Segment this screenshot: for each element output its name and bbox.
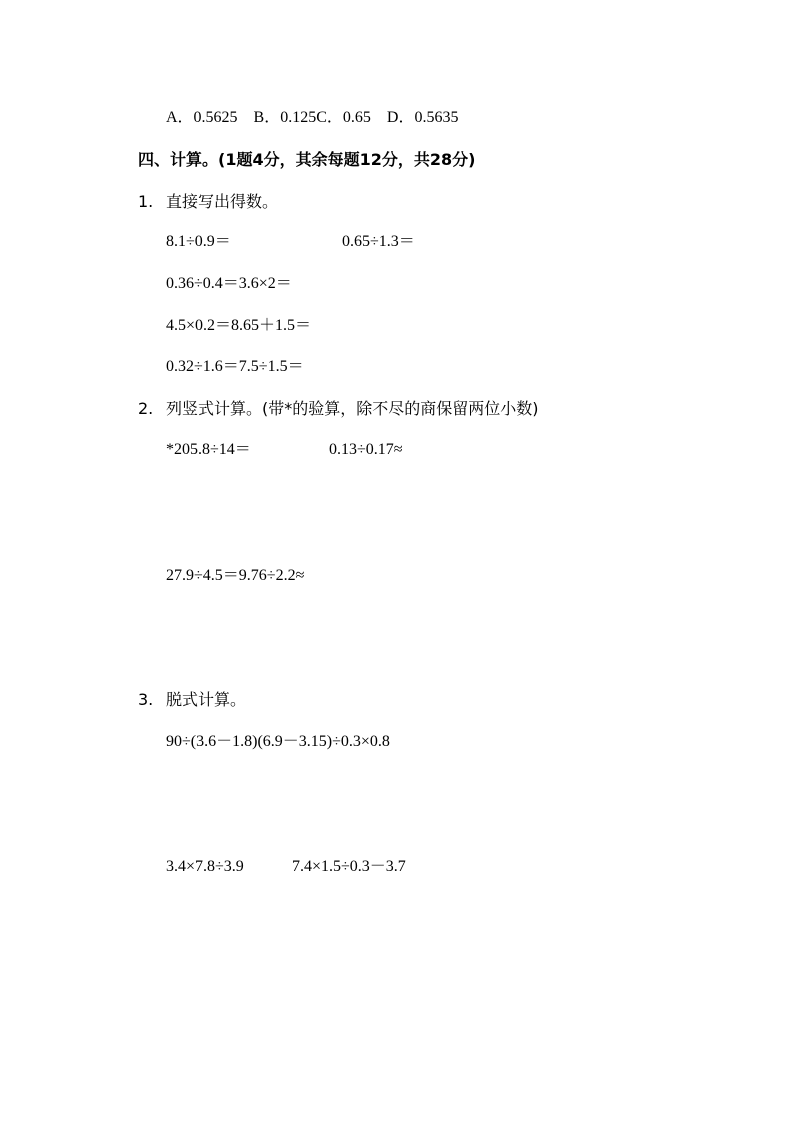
question-3-title: 脱式计算。 — [166, 690, 247, 709]
question-2-number: 2. — [138, 399, 154, 418]
q1-row-1-left: 8.1÷0.9＝ — [166, 233, 231, 250]
q1-row-1-right: 0.65÷1.3＝ — [342, 233, 415, 250]
q3-row-2-left: 3.4×7.8÷3.9 — [166, 858, 244, 875]
q2-row-1-right: 0.13÷0.17≈ — [329, 441, 403, 458]
q1-row-4: 0.32÷1.6＝7.5÷1.5＝ — [166, 358, 304, 375]
section-heading: 四、计算。(1题4分，其余每题12分，共28分) — [138, 150, 476, 169]
q3-row-1: 90÷(3.6－1.8)(6.9－3.15)÷0.3×0.8 — [166, 733, 390, 750]
q3-row-2-right: 7.4×1.5÷0.3－3.7 — [292, 858, 406, 875]
q1-row-2: 0.36÷0.4＝3.6×2＝ — [166, 275, 292, 292]
q1-row-3: 4.5×0.2＝8.65＋1.5＝ — [166, 317, 312, 334]
q2-row-1-left: *205.8÷14＝ — [166, 441, 251, 458]
question-3-number: 3. — [138, 690, 154, 709]
question-1-number: 1. — [138, 192, 154, 211]
question-2-title: 列竖式计算。(带*的验算，除不尽的商保留两位小数) — [166, 399, 539, 418]
question-1-title: 直接写出得数。 — [166, 192, 279, 211]
q2-row-2: 27.9÷4.5＝9.76÷2.2≈ — [166, 567, 305, 584]
multiple-choice-options: A．0.5625 B．0.125C．0.65 D．0.5635 — [166, 109, 459, 126]
